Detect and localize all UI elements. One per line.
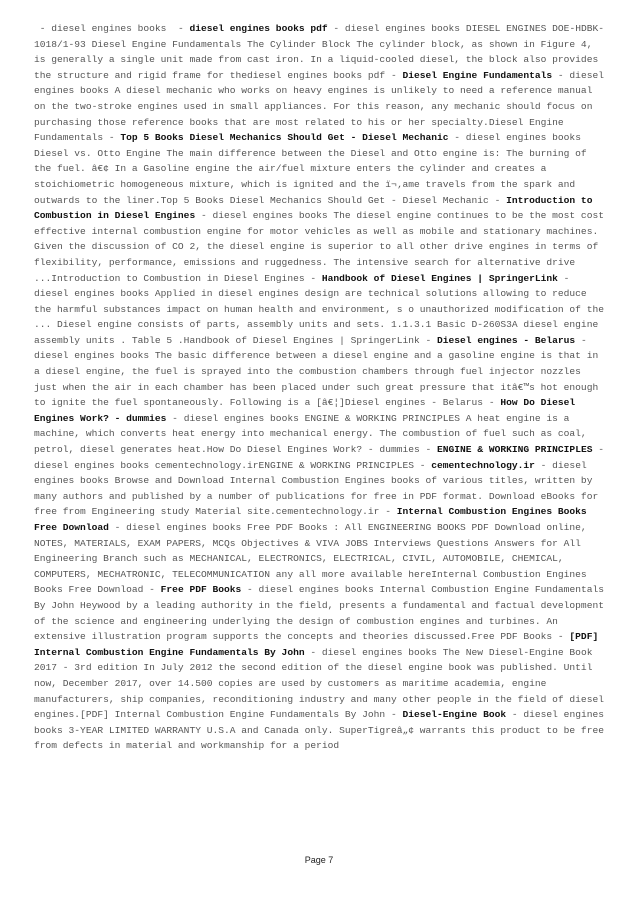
bold-title-segment: Introduction to Combustion in Diesel Engines — [34, 194, 599, 222]
bold-title-segment: Internal Combustion Engines Books Free Download — [34, 506, 593, 533]
text-segment: - diesel engines books Diesel vs. Otto Engine The main difference between the Diesel and Otto engine is: The burning of the fuel. â€¢ In a Gasoline engine the air/fuel mixture enters the cylinder and creates a stoichiometric homogeneous mixture, which is ignited and the ï¬‚ame travels from the spark and outwards to the liner.Top 5 Books Diesel Mechanics Should Get - Diesel Mechanic - — [34, 132, 593, 206]
body-text — [34, 21, 608, 754]
text-segment: - diesel engines books Applied in diesel engines design are technical solutions allowing to reduce the harmful substances impact on human health and environment, s o unauthorized modification of the ... Diesel engine consists of parts, assembly units and sets. 1.1.3.1 Basic D-260S3A diesel engine assembly units . Table 5 .Handbook of Diesel Engines | SpringerLink - — [34, 272, 610, 346]
text-segment: - diesel engines books The diesel engine continues to be the most cost effective internal combustion engine for motor vehicles as well as mobile and stationary machines. Given the discussion of CO 2, the diesel engine is superior to all other drive engines in terms of flexibility, performance, emissions and ruggedness. The intensive search for alternative drive ...Introduction to Combustion in Diesel Engines - — [34, 210, 610, 284]
bold-title-segment: Free PDF Books — [160, 584, 242, 596]
bold-title-segment: diesel engines books pdf — [189, 23, 328, 34]
text-segment: - diesel engines books cementechnology.irENGINE & WORKING PRINCIPLES - — [34, 444, 610, 471]
bold-title-segment: [PDF] Internal Combustion Engine Fundamentals By John — [34, 631, 604, 658]
text-segment: - diesel engines books Internal Combustion Engine Fundamentals By John Heywood by a leading authority in the field, presents a fundamental and factual development of the science and engineering underlying the design of combustion engines and turbines. An extensive illustration program supports the concepts and theories discussed.Free PDF Books - — [34, 584, 610, 643]
bold-title-segment: Diesel Engine Fundamentals — [402, 69, 553, 81]
bold-title-segment: Diesel-Engine Book — [402, 709, 507, 721]
text-segment: - diesel engines books Browse and Download Internal Combustion Engines books of various titles, written by many authors and published by a number of publications for free in PDF format. Download eBooks for free from Engineering study Material site.cementechnology.ir - — [34, 459, 604, 518]
text-segment: - diesel engines books ENGINE & WORKING PRINCIPLES A heat engine is a machine, which converts heat energy into mechanical energy. The combustion of fuel such as coal, petrol, diesel generates heat.How Do Diesel Engines Work? - dummies - — [34, 412, 593, 456]
bold-title-segment: Handbook of Diesel Engines | SpringerLink — [321, 272, 558, 284]
bold-title-segment: ENGINE & WORKING PRINCIPLES — [437, 444, 593, 456]
text-segment: - diesel engines books - — [34, 23, 190, 34]
page-number: Page 7 — [304, 855, 334, 865]
text-segment: - diesel engines books The New Diesel-Engine Book 2017 - 3rd edition In July 2012 the second edition of the diesel engine book was published. Until now, December 2017, over 14.500 copies are used by customers as maritime academia, engine manufacturers, ship companies, reconditioning industry and many other people in the field of diesel engines.[PDF] Internal Combustion Engine Fundamentals By John - — [34, 646, 610, 721]
text-segment: - diesel engines books A diesel mechanic who works on heavy engines is unlikely to need a reference manual on the two-stroke engines used in small appliances. For this reason, any mechanic should focus on purchasing those reference books that are most related to his or her specialty.Diesel Engine Fundamentals - — [34, 69, 610, 144]
bold-title-segment: cementechnology.ir — [431, 459, 535, 471]
text-segment: - diesel engines books Free PDF Books : All ENGINEERING BOOKS PDF Download online, NOTES, MATERIALS, EXAM PAPERS, MCQs Objectives & VIVA JOBS Interviews Questions Answers for All Engineering Branch such as MECHANICAL, ELECTRONICS, ELECTRICAL, CIVIL, AUTOMOBILE, CHEMICAL, COMPUTERS, MECHATRONIC, TELECOMMUNICATION any all more available hereInternal Combustion Engines Books Free Download - — [34, 522, 593, 596]
bold-title-segment: How Do Diesel Engines Work? - dummies — [34, 397, 581, 424]
bold-title-segment: Top 5 Books Diesel Mechanics Should Get - Diesel Mechanic — [120, 132, 449, 144]
bold-title-segment: Diesel engines - Belarus — [437, 334, 576, 346]
text-segment: - diesel engines books 3-YEAR LIMITED WARRANTY U.S.A and Canada only. SuperTigreâ„¢ warrants this product to be free from defects in material and workmanship for a period — [34, 709, 610, 752]
text-segment: - diesel engines books DIESEL ENGINES DOE-HDBK-1018/1-93 Diesel Engine Fundamentals The Cylinder Block The cylinder block, as shown in Figure 4, is generally a single unit made from cast iron. In a liquid-cooled diesel, the block also provides the structure and rigid frame for thediesel engines books pdf - — [34, 23, 604, 81]
text-segment: - diesel engines books The basic difference between a diesel engine and a gasoline engine is that in a diesel engine, the fuel is sprayed into the combustion chambers through fuel injector nozzles just when the air in each chamber has been placed under such great pressure that itâ€™s hot enough to ignite the fuel spontaneously. Following is a [â€¦]Diesel engines - Belarus - — [34, 334, 604, 409]
